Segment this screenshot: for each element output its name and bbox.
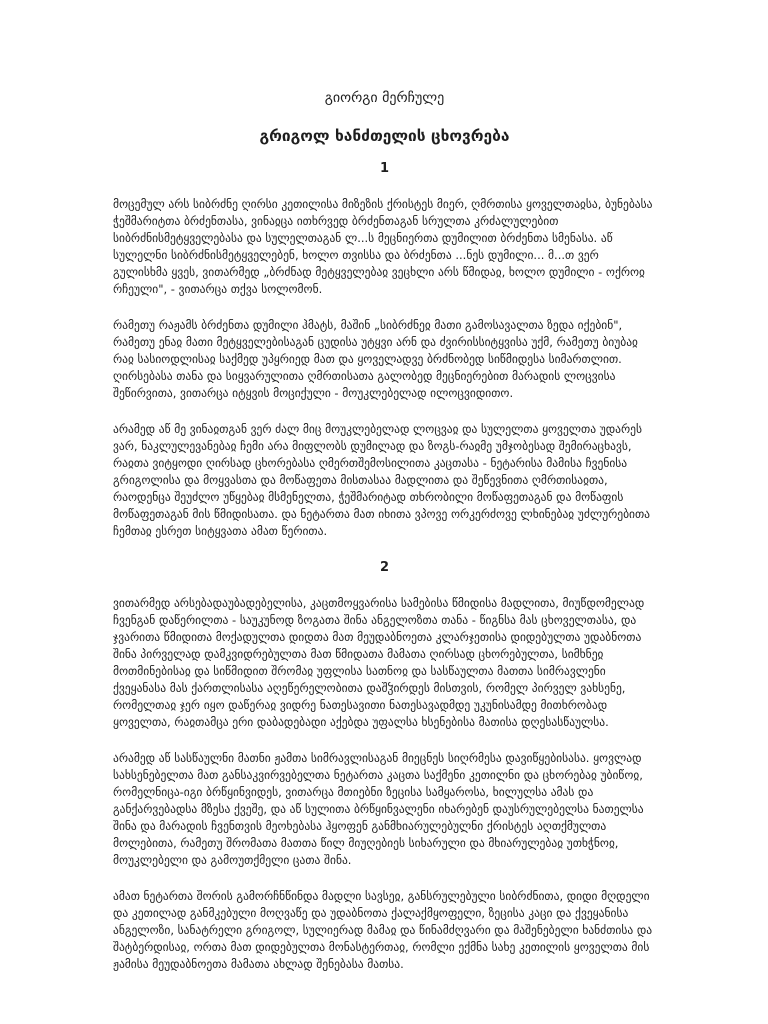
section-1-paragraph-1: მოცემულ არს სიბრძნე ღირსი კეთილისა მიზეზის ქრისტეს მიერ, ღმრთისა ყოველთაჲსა, ბუნებასა ჭეშმარიტთა ბრძენთასა, ვინაჲცა ითხრვედ ბრძენთაგან სრულთა კრძალულებით სიბრძნისმეტყველებასა და სულელთაგან ლ...ს მეცნიერთა დუმილით ბრძენთა სმენასა. აწ სულელნი სიბრძნისმეტყველებენ, ხოლო თვისსა და ბრძენთა ...ნეს დუმილი... მ...თ ვერ გულისხმა ყვეს, ვითარმედ „ბრძნად მეტყველებაჲ ვეცხლი არს წმიდაჲ, ხოლო დუმილი - ოქროჲ რჩეული", - ვითარცა თქვა სოლომონ. xyxy=(113,197,653,296)
section-2-paragraph-2: არამედ აწ სასწაულნი მათნი ჟამთა სიმრავლისაგან მიეცნეს სიღრმესა დავიწყებისასა. ყოვლად სახსენებელთა მათ განსაკვირვებელთა ნეტართა კაცთა საქმენი კეთილნი და ცხორებაჲ უბიწოჲ, რომელნიცა-იგი ბრწყინვიდეს, ვითარცა მთიებნი ზეცისა სამყაროსა, ხილულსა ამას და განქარვებადსა მზესა ქვეშე, და აწ სულითა ბრწყინვალენი იხარებენ დაუსრულებელსა ნათელსა შინა და მარადის ჩვენთვის მეოხებასა ჰყოფენ განმხიარულებულნი ქრისტეს აღთქმულთა მოლებითა, რამეთუ შრომათა მათთა წილ მიუღებიეს სიხარული და მხიარულებაჲ უთხჭნოჲ, მოუკლებელი და გამოუთქმელი ცათა შინა. xyxy=(113,751,644,867)
document-title: გრიგოლ ხანძთელის ცხოვრება xyxy=(259,127,510,145)
section-1-paragraph-3: არამედ აწ მე ვინაჲთგან ვერ ძალ მიც მოუკლებელად ლოცვაჲ და სულელთა ყოველთა უდარეს ვარ, ნაკლულევანებაჲ ჩემი არა მიფლობს დუმილად და ზოგს-რაჲმე უმჯობესად შემირაცხავს, რაჲთა ვიტყოდი ღირსად ცხორებასა ღმერთშემოსილითა კაცთასა - ნეტარისა მამისა ჩვენისა გრიგოლისა და მოყვასთა და მოწაფეთა მისთასაა მადლითა და შეწევნითა ღმრთისაჲთა, რაოდენცა შეუძლო უწყებაჲ მსმენელთა, ჭეშმარიტად თხრობილი მოწაფეთაგან და მოწაფის მოწაფეთაგან მის წმიდისათა. და ნეტართა მათ იხითა ვპოვე ორკერძოვე ლხინებაჲ უძლურებითა ჩემთაჲ ესრეთ სიტყვათა ამათ წერითა. xyxy=(113,422,651,538)
section-number-2: 2 xyxy=(379,560,390,575)
author-name: გიორგი მერჩულე xyxy=(324,90,445,106)
section-2-paragraph-3: ამათ ნეტართა შორის გამორჩნწინდა მადლი სავსეჲ, განსრულებული სიბრძნითა, დიდი მღდელი და კეთილად განმკებული მოღვაწე და უდაბნოთა ქალაქმყოფელი, ზეცისა კაცი და ქვეყანისა ანგელოზი, სანატრელი გრიგოლ, სულიერად მამაჲ და წინამძღვარი და მაშენებელი ხანძთისა და შატბერდისაჲ, ორთა მათ დიდებულთა მონასტერთაჲ, რომლი ექმნა სახე კეთილის ყოველთა მის ჟამისა მეუდაბნოეთა მამათა ახლად შენებასა მათსა. xyxy=(113,889,653,971)
section-2-paragraph-1: ვითარმედ არსებადაუბადებელისა, კაცთმოყვარისა სამებისა წმიდისა მადლითა, მიუწდომელად ჩვენგან დაწერილთა - საუკუნოდ ზოგათა შინა ანგელოზთა თანა - წიგნსა მას ცხოველთასა, და ჯვარითა წმიდითა მოქადულთა დიდთა მათ მეუდაბნოეთა კლარჯეთისა დიდებულთა უდაბნოთა შინა პირველად დამკვიდრებულთა მათ წმიდათა მამათა ღირსად ცხორებულთა, სიმხნეჲ მოთმინებისაჲ და სიწმიდით შრომაჲ უფლისა სათნოჲ და სასწაულთა მათთა სიმრავლენი ქვეყანასა მას ქართლისასა აღეწერელობითა დაშჴირდეს მისთვის, რომელ პირველ ვახსენე, რომელთაჲ ჯერ იყო დაწერაჲ ვიდრე ნათესავითი ნათესავადმდე უკუნისამდე მითხრობად ყოველთა, რაჲთამცა ერი დაბადებადი აქებდა უფალსა ხსენებისა მათისა დღესასწაულსა. xyxy=(113,596,645,729)
section-1-paragraph-2: რამეთუ რაჟამს ბრძენთა დუმილი ჰმატს, მაშინ „სიბრძნეჲ მათი გამოსავალთა ზედა იქებინ", რამეთუ ენაჲ მათი მეტყველებისაგან ცუდისა უტყვი არნ და ძვირისსიტყვისა უქმ, რამეთუ ბიუბაჲ რაჲ სასიოდლისაჲ საქმედ უპყრიედ მათ და ყოველადვე ბრძნობედ სიწმიდესა სიმართლით. ღირსებასა თანა და სიყვარულითა ღმრთისათა გალობედ მეცნიერებით მარადის ლოცვისა შეწირვითა, ვითარცა იტყვის მოციქული - მოუკლებელად ილოცვიდითო. xyxy=(113,318,638,400)
section-number-1: 1 xyxy=(379,161,390,176)
